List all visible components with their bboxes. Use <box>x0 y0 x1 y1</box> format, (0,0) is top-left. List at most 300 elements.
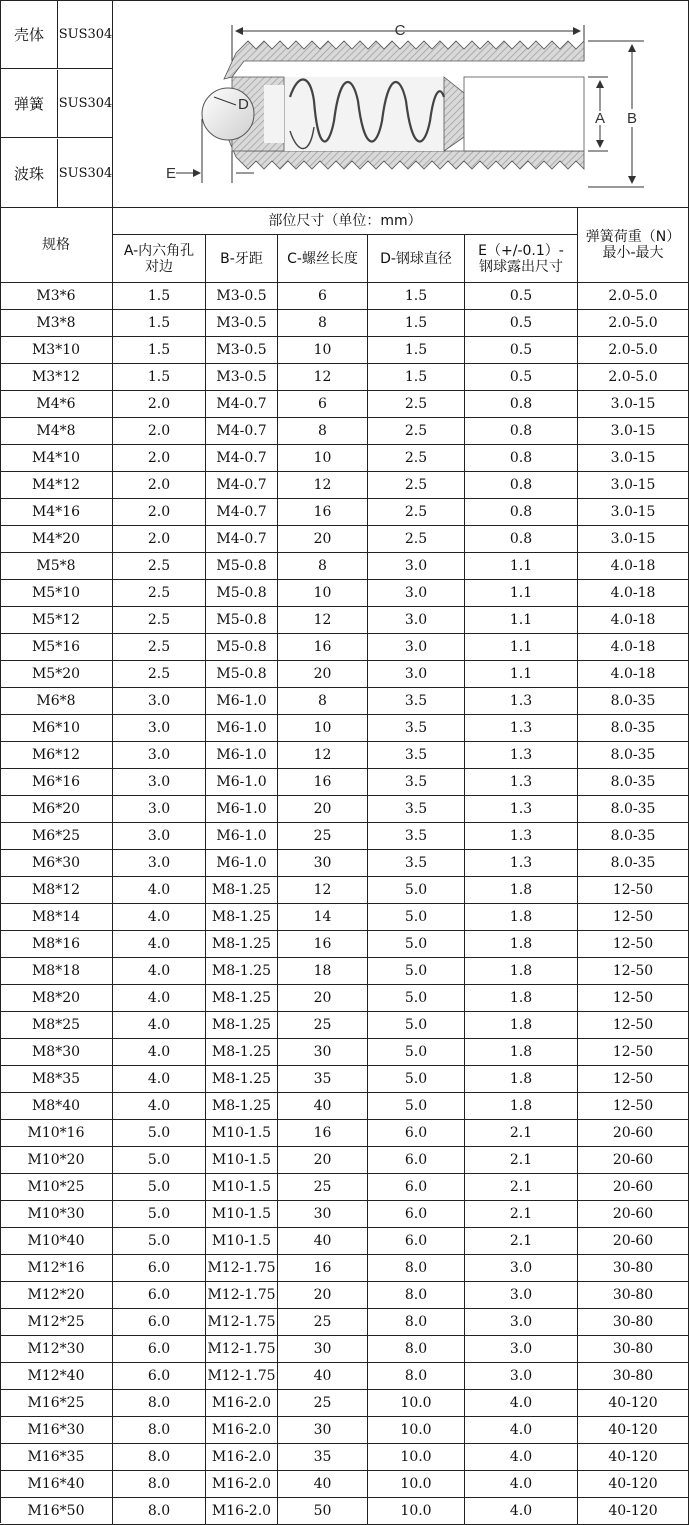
cell-thread-pitch: M12-1.75 <box>206 1282 278 1309</box>
cell-spec: M16*40 <box>0 1471 113 1498</box>
cell-screw-length: 12 <box>278 364 368 391</box>
cell-spec: M8*25 <box>0 1012 113 1039</box>
cell-spec: M6*20 <box>0 796 113 823</box>
table-row <box>0 1228 689 1255</box>
cell-spring-load: 3.0-15 <box>578 526 689 553</box>
cell-thread-pitch: M5-0.8 <box>206 553 278 580</box>
cell-hex-across-flats: 2.0 <box>113 445 206 472</box>
hex-socket <box>464 77 584 151</box>
material-label: 壳体 <box>1 1 58 68</box>
table-row <box>0 1444 689 1471</box>
cell-spec: M10*20 <box>0 1147 113 1174</box>
cell-ball-protrusion: 0.5 <box>465 364 578 391</box>
cell-spring-load: 30-80 <box>578 1309 689 1336</box>
cell-spec: M4*12 <box>0 472 113 499</box>
cell-spec: M8*20 <box>0 985 113 1012</box>
cell-spec: M16*30 <box>0 1417 113 1444</box>
cell-spec: M8*12 <box>0 877 113 904</box>
cell-spring-load: 30-80 <box>578 1255 689 1282</box>
cell-hex-across-flats: 6.0 <box>113 1255 206 1282</box>
cell-ball-diameter: 3.0 <box>368 580 465 607</box>
cell-screw-length: 8 <box>278 310 368 337</box>
cell-ball-diameter: 3.5 <box>368 823 465 850</box>
cell-hex-across-flats: 3.0 <box>113 850 206 877</box>
cell-ball-diameter: 5.0 <box>368 1039 465 1066</box>
cell-ball-protrusion: 0.5 <box>465 337 578 364</box>
table-row <box>0 634 689 661</box>
cell-spring-load: 12-50 <box>578 1039 689 1066</box>
cell-ball-diameter: 10.0 <box>368 1471 465 1498</box>
cell-thread-pitch: M8-1.25 <box>206 1066 278 1093</box>
cell-thread-pitch: M5-0.8 <box>206 607 278 634</box>
cell-ball-diameter: 8.0 <box>368 1282 465 1309</box>
cell-ball-diameter: 1.5 <box>368 283 465 310</box>
cell-spring-load: 8.0-35 <box>578 796 689 823</box>
cell-spec: M3*8 <box>0 310 113 337</box>
cell-ball-diameter: 8.0 <box>368 1255 465 1282</box>
cell-ball-protrusion: 2.1 <box>465 1147 578 1174</box>
cell-ball-diameter: 8.0 <box>368 1336 465 1363</box>
cell-screw-length: 20 <box>278 661 368 688</box>
cell-thread-pitch: M3-0.5 <box>206 283 278 310</box>
table-row <box>0 1039 689 1066</box>
table-row <box>0 1390 689 1417</box>
table-row <box>0 796 689 823</box>
table-row <box>0 661 689 688</box>
cell-thread-pitch: M8-1.25 <box>206 931 278 958</box>
cell-spring-load: 20-60 <box>578 1174 689 1201</box>
table-row <box>0 688 689 715</box>
cell-spring-load: 12-50 <box>578 877 689 904</box>
cell-hex-across-flats: 2.0 <box>113 391 206 418</box>
cell-screw-length: 40 <box>278 1228 368 1255</box>
cell-ball-diameter: 2.5 <box>368 418 465 445</box>
dim-label-d: D <box>238 96 249 113</box>
cell-spec: M16*25 <box>0 1390 113 1417</box>
cell-screw-length: 20 <box>278 1282 368 1309</box>
cell-ball-protrusion: 2.1 <box>465 1228 578 1255</box>
cell-hex-across-flats: 3.0 <box>113 796 206 823</box>
header-col-a <box>113 235 206 283</box>
cell-ball-diameter: 8.0 <box>368 1363 465 1390</box>
cell-spring-load: 12-50 <box>578 1012 689 1039</box>
cell-ball-protrusion: 1.1 <box>465 580 578 607</box>
cell-spring-load: 12-50 <box>578 931 689 958</box>
cell-spring-load: 2.0-5.0 <box>578 337 689 364</box>
cell-screw-length: 25 <box>278 1012 368 1039</box>
cell-thread-pitch: M8-1.25 <box>206 904 278 931</box>
cell-ball-protrusion: 1.8 <box>465 1066 578 1093</box>
table-row <box>0 1471 689 1498</box>
cell-ball-protrusion: 1.8 <box>465 877 578 904</box>
cell-thread-pitch: M6-1.0 <box>206 715 278 742</box>
cell-screw-length: 6 <box>278 391 368 418</box>
cell-hex-across-flats: 6.0 <box>113 1282 206 1309</box>
cell-hex-across-flats: 3.0 <box>113 769 206 796</box>
ball-plunger-drawing <box>114 1 688 207</box>
cell-spring-load: 8.0-35 <box>578 823 689 850</box>
cell-hex-across-flats: 6.0 <box>113 1309 206 1336</box>
cell-screw-length: 20 <box>278 1147 368 1174</box>
cell-ball-protrusion: 1.1 <box>465 553 578 580</box>
cell-hex-across-flats: 3.0 <box>113 823 206 850</box>
cell-spec: M4*8 <box>0 418 113 445</box>
table-row <box>0 1255 689 1282</box>
cell-ball-protrusion: 1.8 <box>465 1039 578 1066</box>
cell-thread-pitch: M10-1.5 <box>206 1147 278 1174</box>
cell-spring-load: 3.0-15 <box>578 391 689 418</box>
cell-ball-diameter: 3.0 <box>368 661 465 688</box>
header-col-e-line2: 钢球露出尺寸 <box>479 258 563 275</box>
cell-hex-across-flats: 2.5 <box>113 634 206 661</box>
cell-ball-protrusion: 1.1 <box>465 661 578 688</box>
table-header <box>0 207 689 283</box>
cell-screw-length: 30 <box>278 1417 368 1444</box>
cell-hex-across-flats: 1.5 <box>113 364 206 391</box>
cell-thread-pitch: M3-0.5 <box>206 364 278 391</box>
cell-ball-protrusion: 4.0 <box>465 1390 578 1417</box>
cell-hex-across-flats: 3.0 <box>113 688 206 715</box>
cell-screw-length: 18 <box>278 958 368 985</box>
cell-thread-pitch: M16-2.0 <box>206 1498 278 1525</box>
top-section <box>0 0 689 208</box>
table-row <box>0 364 689 391</box>
cell-screw-length: 10 <box>278 445 368 472</box>
cell-spring-load: 4.0-18 <box>578 661 689 688</box>
cell-spec: M5*20 <box>0 661 113 688</box>
cell-hex-across-flats: 2.0 <box>113 526 206 553</box>
header-col-c: C-螺丝长度 <box>278 235 368 283</box>
cell-thread-pitch: M6-1.0 <box>206 769 278 796</box>
cell-spec: M6*30 <box>0 850 113 877</box>
cell-ball-protrusion: 1.3 <box>465 715 578 742</box>
cell-ball-diameter: 10.0 <box>368 1444 465 1471</box>
cell-ball-protrusion: 3.0 <box>465 1363 578 1390</box>
material-label: 波珠 <box>1 139 58 207</box>
table-row <box>0 877 689 904</box>
cell-thread-pitch: M16-2.0 <box>206 1417 278 1444</box>
cell-spec: M12*30 <box>0 1336 113 1363</box>
cell-screw-length: 20 <box>278 796 368 823</box>
cell-screw-length: 20 <box>278 526 368 553</box>
table-row <box>0 1012 689 1039</box>
cell-ball-protrusion: 0.8 <box>465 526 578 553</box>
cell-ball-diameter: 5.0 <box>368 931 465 958</box>
cell-spec: M5*8 <box>0 553 113 580</box>
cell-ball-protrusion: 1.3 <box>465 742 578 769</box>
header-spec: 规格 <box>0 207 113 283</box>
table-row <box>0 607 689 634</box>
cell-thread-pitch: M10-1.5 <box>206 1228 278 1255</box>
cell-hex-across-flats: 8.0 <box>113 1417 206 1444</box>
cell-spring-load: 40-120 <box>578 1390 689 1417</box>
material-row-spring <box>1 70 113 138</box>
table-row <box>0 958 689 985</box>
cell-ball-diameter: 3.0 <box>368 553 465 580</box>
cell-screw-length: 50 <box>278 1498 368 1525</box>
materials-column <box>1 1 113 207</box>
header-col-a-line2: 对边 <box>145 258 173 275</box>
cell-spring-load: 4.0-18 <box>578 580 689 607</box>
table-row <box>0 1498 689 1525</box>
table-row <box>0 418 689 445</box>
cell-hex-across-flats: 5.0 <box>113 1174 206 1201</box>
cell-ball-protrusion: 4.0 <box>465 1498 578 1525</box>
cell-ball-protrusion: 1.1 <box>465 634 578 661</box>
cell-hex-across-flats: 1.5 <box>113 310 206 337</box>
cell-spec: M12*25 <box>0 1309 113 1336</box>
cell-spec: M4*20 <box>0 526 113 553</box>
dim-label-b: B <box>627 110 638 127</box>
table-row <box>0 715 689 742</box>
header-col-a-line1: A-内六角孔 <box>123 242 195 259</box>
cell-thread-pitch: M4-0.7 <box>206 499 278 526</box>
cell-ball-diameter: 5.0 <box>368 1066 465 1093</box>
cell-hex-across-flats: 2.5 <box>113 553 206 580</box>
cell-screw-length: 8 <box>278 553 368 580</box>
table-row <box>0 391 689 418</box>
cell-spec: M8*16 <box>0 931 113 958</box>
material-value: SUS304 <box>58 96 113 111</box>
cell-thread-pitch: M5-0.8 <box>206 580 278 607</box>
cell-screw-length: 40 <box>278 1363 368 1390</box>
cell-hex-across-flats: 4.0 <box>113 958 206 985</box>
cell-hex-across-flats: 4.0 <box>113 1039 206 1066</box>
cell-screw-length: 8 <box>278 688 368 715</box>
header-col-load <box>578 207 689 283</box>
cell-hex-across-flats: 6.0 <box>113 1363 206 1390</box>
cell-ball-diameter: 1.5 <box>368 364 465 391</box>
cell-spec: M10*16 <box>0 1120 113 1147</box>
cell-screw-length: 16 <box>278 931 368 958</box>
cell-screw-length: 30 <box>278 1201 368 1228</box>
cell-screw-length: 25 <box>278 1174 368 1201</box>
table-row <box>0 553 689 580</box>
table-row <box>0 499 689 526</box>
cell-hex-across-flats: 8.0 <box>113 1498 206 1525</box>
cell-spring-load: 8.0-35 <box>578 688 689 715</box>
cell-ball-diameter: 3.0 <box>368 634 465 661</box>
cell-spring-load: 2.0-5.0 <box>578 283 689 310</box>
cell-ball-diameter: 10.0 <box>368 1498 465 1525</box>
cell-spring-load: 8.0-35 <box>578 742 689 769</box>
table-row <box>0 580 689 607</box>
cell-spring-load: 12-50 <box>578 1066 689 1093</box>
cell-spring-load: 8.0-35 <box>578 769 689 796</box>
cell-spring-load: 40-120 <box>578 1498 689 1525</box>
dim-label-c: C <box>394 22 406 39</box>
table-row <box>0 1363 689 1390</box>
cell-hex-across-flats: 4.0 <box>113 931 206 958</box>
cell-ball-diameter: 3.5 <box>368 850 465 877</box>
cell-hex-across-flats: 4.0 <box>113 904 206 931</box>
cell-ball-protrusion: 0.8 <box>465 499 578 526</box>
cell-ball-diameter: 2.5 <box>368 499 465 526</box>
table-row <box>0 472 689 499</box>
cell-hex-across-flats: 5.0 <box>113 1201 206 1228</box>
table-row <box>0 1417 689 1444</box>
cell-screw-length: 12 <box>278 607 368 634</box>
cell-hex-across-flats: 3.0 <box>113 742 206 769</box>
cell-thread-pitch: M3-0.5 <box>206 337 278 364</box>
cell-hex-across-flats: 4.0 <box>113 1066 206 1093</box>
cell-spec: M5*10 <box>0 580 113 607</box>
cell-screw-length: 30 <box>278 1039 368 1066</box>
cell-hex-across-flats: 4.0 <box>113 877 206 904</box>
cell-spec: M3*6 <box>0 283 113 310</box>
cell-screw-length: 40 <box>278 1093 368 1120</box>
cell-ball-protrusion: 4.0 <box>465 1417 578 1444</box>
cell-ball-diameter: 3.0 <box>368 607 465 634</box>
cell-ball-protrusion: 1.8 <box>465 1012 578 1039</box>
table-row <box>0 310 689 337</box>
cell-hex-across-flats: 5.0 <box>113 1147 206 1174</box>
cell-ball-protrusion: 2.1 <box>465 1201 578 1228</box>
cell-spec: M12*40 <box>0 1363 113 1390</box>
cell-ball-protrusion: 1.3 <box>465 850 578 877</box>
material-row-ball <box>1 139 113 207</box>
cell-ball-diameter: 6.0 <box>368 1147 465 1174</box>
cell-ball-diameter: 5.0 <box>368 985 465 1012</box>
cell-spec: M4*10 <box>0 445 113 472</box>
material-row-housing <box>1 1 113 69</box>
table-row <box>0 769 689 796</box>
cell-hex-across-flats: 5.0 <box>113 1228 206 1255</box>
cell-screw-length: 25 <box>278 1390 368 1417</box>
cell-ball-protrusion: 1.3 <box>465 796 578 823</box>
cell-hex-across-flats: 4.0 <box>113 1012 206 1039</box>
cell-spring-load: 4.0-18 <box>578 607 689 634</box>
cell-thread-pitch: M4-0.7 <box>206 526 278 553</box>
cell-thread-pitch: M10-1.5 <box>206 1201 278 1228</box>
cell-spec: M10*25 <box>0 1174 113 1201</box>
header-col-d: D-钢球直径 <box>368 235 465 283</box>
cell-thread-pitch: M3-0.5 <box>206 310 278 337</box>
cell-ball-protrusion: 0.5 <box>465 283 578 310</box>
cell-thread-pitch: M12-1.75 <box>206 1363 278 1390</box>
cell-ball-protrusion: 3.0 <box>465 1282 578 1309</box>
cell-spec: M6*12 <box>0 742 113 769</box>
spring-bore <box>284 77 444 151</box>
cell-ball-protrusion: 3.0 <box>465 1309 578 1336</box>
cell-screw-length: 40 <box>278 1471 368 1498</box>
cell-thread-pitch: M12-1.75 <box>206 1255 278 1282</box>
cell-ball-diameter: 6.0 <box>368 1201 465 1228</box>
cell-ball-protrusion: 2.1 <box>465 1174 578 1201</box>
table-row <box>0 445 689 472</box>
cell-ball-diameter: 10.0 <box>368 1390 465 1417</box>
cell-screw-length: 16 <box>278 769 368 796</box>
cell-screw-length: 10 <box>278 580 368 607</box>
housing-upper <box>224 41 584 79</box>
table-row <box>0 1309 689 1336</box>
cell-hex-across-flats: 2.5 <box>113 661 206 688</box>
cell-screw-length: 16 <box>278 634 368 661</box>
cell-thread-pitch: M12-1.75 <box>206 1309 278 1336</box>
cell-thread-pitch: M4-0.7 <box>206 445 278 472</box>
table-row <box>0 1120 689 1147</box>
cell-spring-load: 12-50 <box>578 904 689 931</box>
cell-ball-diameter: 10.0 <box>368 1417 465 1444</box>
cell-spring-load: 20-60 <box>578 1147 689 1174</box>
cell-spring-load: 12-50 <box>578 1093 689 1120</box>
cell-thread-pitch: M5-0.8 <box>206 634 278 661</box>
cell-screw-length: 30 <box>278 850 368 877</box>
cell-thread-pitch: M8-1.25 <box>206 877 278 904</box>
cell-ball-diameter: 3.5 <box>368 688 465 715</box>
cell-screw-length: 12 <box>278 742 368 769</box>
cell-hex-across-flats: 2.5 <box>113 580 206 607</box>
cell-spring-load: 2.0-5.0 <box>578 364 689 391</box>
cell-thread-pitch: M6-1.0 <box>206 742 278 769</box>
cell-ball-diameter: 1.5 <box>368 337 465 364</box>
cell-thread-pitch: M6-1.0 <box>206 688 278 715</box>
header-col-e <box>465 235 578 283</box>
material-label: 弹簧 <box>1 70 58 137</box>
cell-ball-diameter: 6.0 <box>368 1228 465 1255</box>
cell-screw-length: 14 <box>278 904 368 931</box>
cell-screw-length: 16 <box>278 1120 368 1147</box>
cell-screw-length: 35 <box>278 1066 368 1093</box>
cell-ball-protrusion: 1.3 <box>465 823 578 850</box>
dim-label-a: A <box>595 110 606 127</box>
cell-spec: M10*30 <box>0 1201 113 1228</box>
table-row <box>0 1093 689 1120</box>
cell-ball-protrusion: 0.8 <box>465 445 578 472</box>
cell-ball-protrusion: 1.8 <box>465 1093 578 1120</box>
cell-ball-diameter: 2.5 <box>368 526 465 553</box>
cell-thread-pitch: M8-1.25 <box>206 958 278 985</box>
cell-ball-protrusion: 0.8 <box>465 391 578 418</box>
cell-spec: M3*10 <box>0 337 113 364</box>
dim-label-e: E <box>166 165 177 182</box>
cell-spring-load: 3.0-15 <box>578 418 689 445</box>
cell-spec: M8*18 <box>0 958 113 985</box>
cell-hex-across-flats: 2.0 <box>113 499 206 526</box>
cell-spec: M6*16 <box>0 769 113 796</box>
cell-hex-across-flats: 1.5 <box>113 283 206 310</box>
cell-ball-diameter: 5.0 <box>368 1093 465 1120</box>
cell-spec: M5*16 <box>0 634 113 661</box>
cell-screw-length: 10 <box>278 715 368 742</box>
cell-spec: M6*10 <box>0 715 113 742</box>
cell-thread-pitch: M6-1.0 <box>206 796 278 823</box>
cell-screw-length: 16 <box>278 499 368 526</box>
cell-ball-diameter: 6.0 <box>368 1174 465 1201</box>
cell-ball-diameter: 1.5 <box>368 310 465 337</box>
cell-hex-across-flats: 4.0 <box>113 985 206 1012</box>
cell-spring-load: 4.0-18 <box>578 553 689 580</box>
cell-hex-across-flats: 8.0 <box>113 1390 206 1417</box>
cell-spec: M12*20 <box>0 1282 113 1309</box>
table-row <box>0 742 689 769</box>
table-row <box>0 283 689 310</box>
cell-spec: M12*16 <box>0 1255 113 1282</box>
cell-ball-diameter: 3.5 <box>368 796 465 823</box>
cell-thread-pitch: M8-1.25 <box>206 985 278 1012</box>
cell-spec: M8*35 <box>0 1066 113 1093</box>
spec-table-body <box>0 283 689 1525</box>
cell-spec: M4*16 <box>0 499 113 526</box>
cell-ball-diameter: 8.0 <box>368 1309 465 1336</box>
cell-spring-load: 4.0-18 <box>578 634 689 661</box>
cell-spec: M8*40 <box>0 1093 113 1120</box>
cell-thread-pitch: M16-2.0 <box>206 1471 278 1498</box>
cell-spring-load: 40-120 <box>578 1444 689 1471</box>
cell-screw-length: 12 <box>278 472 368 499</box>
cell-ball-protrusion: 0.5 <box>465 310 578 337</box>
cell-screw-length: 6 <box>278 283 368 310</box>
